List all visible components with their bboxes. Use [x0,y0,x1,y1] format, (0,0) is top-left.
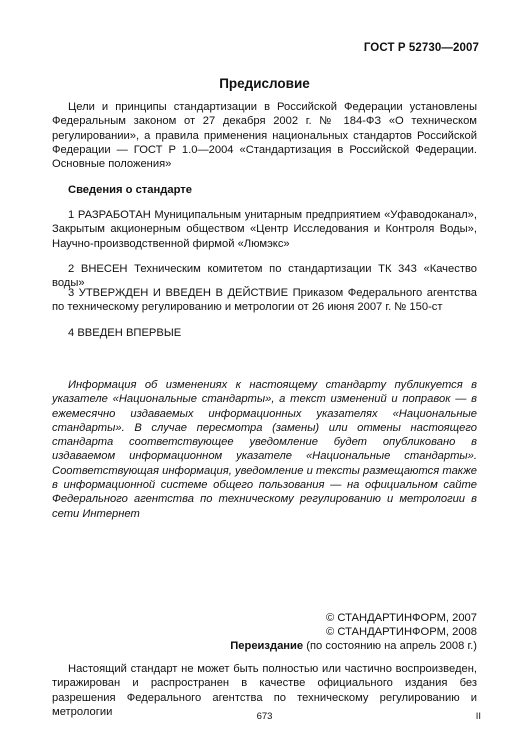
roman-page-number: II [475,711,481,722]
notice-paragraph: Информация об изменениях к настоящему стандарту публикуется в указателе «Национальные стандарты», а текст изменений и поправок — в ежемесячно издаваемых информационных указателях «Национальные стандарты». В случае пересмотра (замены) или отмены настоящего стандарта соответствующее уведомление будет опубликовано в издаваемом информационном указателе «Национальные стандарты». Соответствующая информация, уведомление и тексты размещаются также в информационной системе общего пользования — на официальном сайте Федерального агентства по техническому регулированию и метрологии в сети Интернет [52,379,477,520]
item-approved: 3 УТВЕРЖДЕН И ВВЕДЕН В ДЕЙСТВИЕ Приказом Федерального агентства по техническому регулированию и метрологии от 26 июня 2007 г. № 150-ст [52,287,477,314]
item-developed: 1 РАЗРАБОТАН Муниципальным унитарным предприятием «Уфаводоканал», Закрытым акционерным обществом «Центр Исследования и Контроля Воды», Научно-производственной фирмой «Люмэкс» [52,209,477,250]
item-first-introduced: 4 ВВЕДЕН ВПЕРВЫЕ [68,327,182,339]
section-heading: Сведения о стандарте [68,184,192,196]
restriction-paragraph: Настоящий стандарт не может быть полностью или частично воспроизведен, тиражирован и распространен в качестве официального издания без разрешения Федерального агентства по техническому регулированию и метрологии [52,663,477,718]
item-submitted: 2 ВНЕСЕН Техническим комитетом по стандартизации ТК 343 «Качество воды» [52,263,477,290]
page-number: 673 [256,711,273,722]
reissue-note: (по состоянию на апрель 2008 г.) [303,640,477,652]
intro-paragraph: Цели и принципы стандартизации в Российской Федерации установлены Федеральным законом от 27 декабря 2002 г. № 184-ФЗ «О техническом регулировании», а правила применения национальных стандартов Российской Федерации — ГОСТ Р 1.0—2004 «Стандартизация в Российской Федерации. Основные положения» [52,101,477,171]
copyright-2007: © СТАНДАРТИНФОРМ, 2007 [326,612,477,624]
copyright-2008: © СТАНДАРТИНФОРМ, 2008 [326,626,477,638]
reissue-line [230,639,477,653]
standard-code-header: ГОСТ Р 52730—2007 [363,42,479,54]
reissue-label: Переиздание [230,640,304,652]
page-title: Предисловие [219,76,310,91]
